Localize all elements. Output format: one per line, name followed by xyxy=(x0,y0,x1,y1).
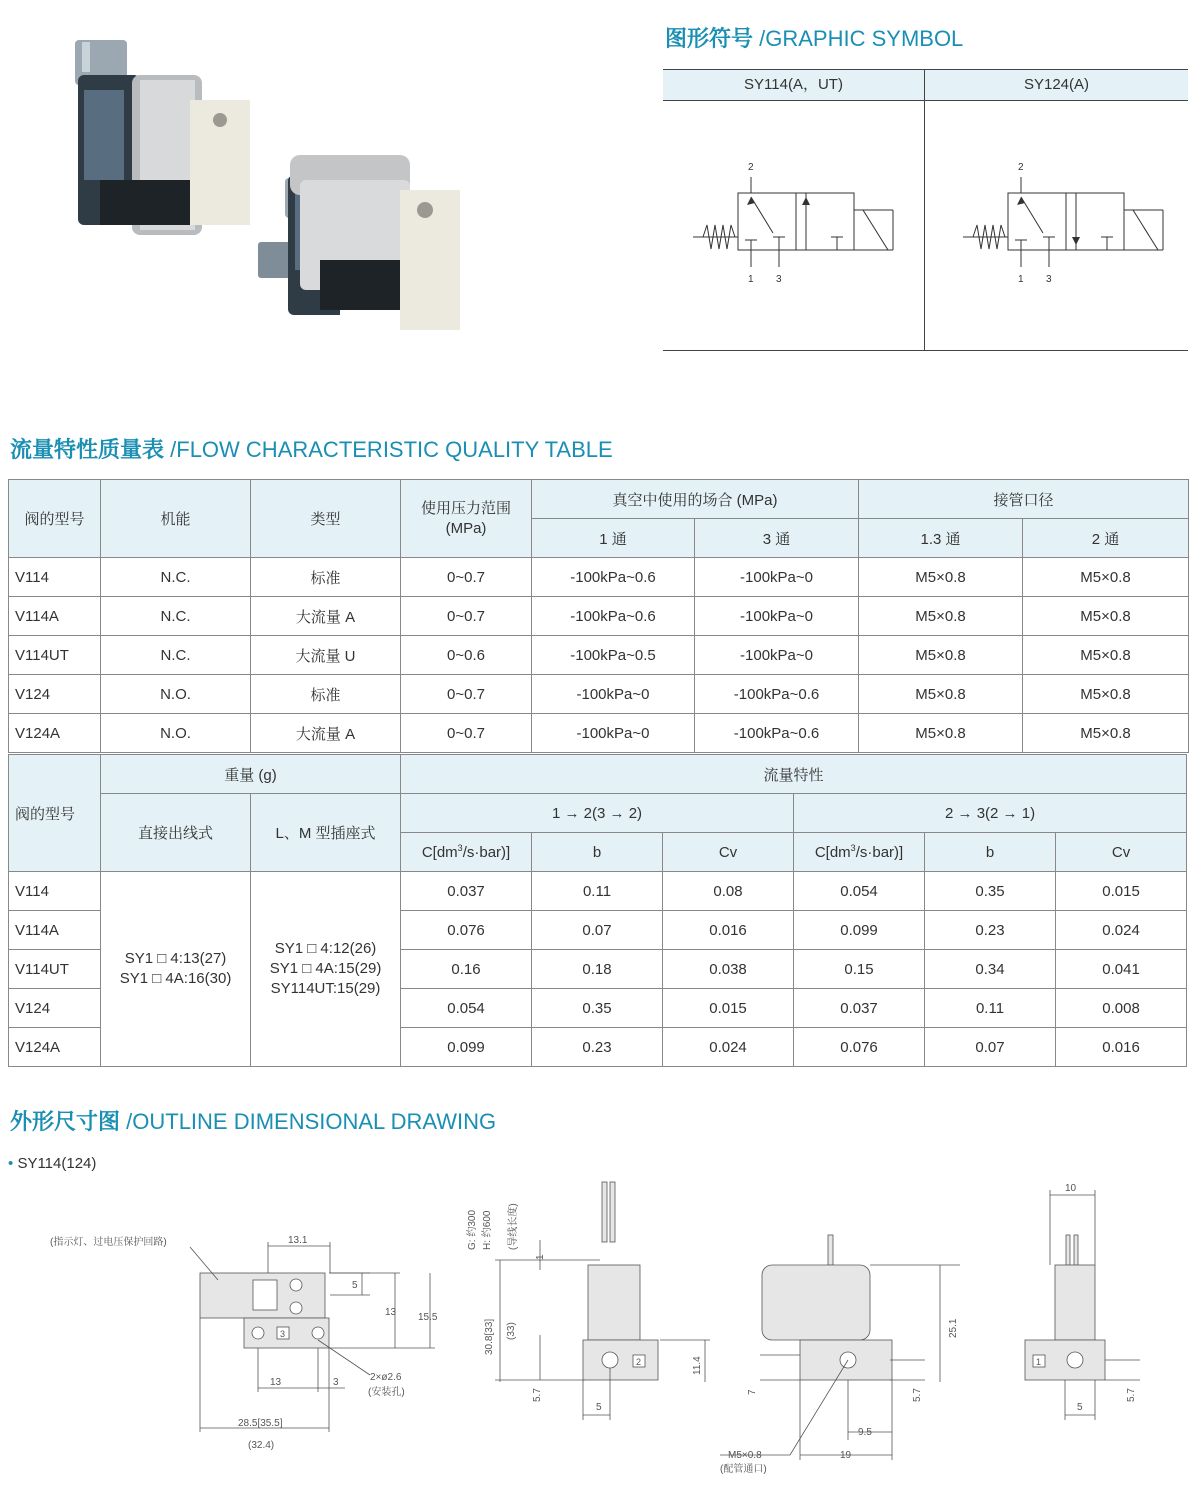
table-cell-pressure: 0~0.7 xyxy=(401,714,532,753)
table-cell-c2: 0.037 xyxy=(794,989,925,1028)
table-cell-function: N.O. xyxy=(101,714,251,753)
table-cell-model: V114A xyxy=(9,597,101,636)
table-cell-p2: M5×0.8 xyxy=(1023,636,1189,675)
view2-dim-30-8: 30.8[33] xyxy=(484,1318,495,1355)
view2-dim-5: 5 xyxy=(596,1402,602,1413)
table-cell-p13: M5×0.8 xyxy=(859,636,1023,675)
graphic-symbol-table xyxy=(663,69,1188,351)
table-cell-pressure: 0~0.7 xyxy=(401,558,532,597)
head2-c-b-pre: C[dm xyxy=(814,844,851,861)
outline-view-right xyxy=(1025,1190,1140,1420)
view3-dim-7: 7 xyxy=(747,1389,758,1395)
head2-weight-socket: L、M 型插座式 xyxy=(251,794,401,872)
outline-title-en: /OUTLINE DIMENSIONAL DRAWING xyxy=(126,1109,497,1134)
head2-weight-direct: 直接出线式 xyxy=(101,794,251,872)
table-cell-vac3: -100kPa~0 xyxy=(695,636,859,675)
table-cell-cv1: 0.038 xyxy=(663,950,794,989)
table-cell-pressure: 0~0.7 xyxy=(401,675,532,714)
table-cell-pressure: 0~0.6 xyxy=(401,636,532,675)
table-cell-function: N.C. xyxy=(101,636,251,675)
symbol-nc-port1: 1 xyxy=(748,274,754,285)
valve-symbol-nc xyxy=(693,145,903,295)
weight-socket-value: SY1 □ 4A:15(29) xyxy=(269,960,382,977)
table-cell-p2: M5×0.8 xyxy=(1023,597,1189,636)
table-cell-c1: 0.076 xyxy=(401,911,532,950)
table-cell-c2: 0.076 xyxy=(794,1028,925,1067)
view3-dim-9-5: 9.5 xyxy=(858,1427,872,1438)
view3-dim-5-7: 5.7 xyxy=(912,1388,923,1402)
table-cell-p13: M5×0.8 xyxy=(859,714,1023,753)
table-cell-b2: 0.34 xyxy=(925,950,1056,989)
valve-symbol-no xyxy=(963,145,1173,295)
table-cell-model: V124A xyxy=(9,714,101,753)
head2-cv-a: Cv xyxy=(663,833,794,872)
head2-model: 阀的型号 xyxy=(9,755,101,872)
table-cell-p13: M5×0.8 xyxy=(859,597,1023,636)
flow-table-part1 xyxy=(8,479,1189,753)
table-cell-b2: 0.23 xyxy=(925,911,1056,950)
bullet-icon: • xyxy=(8,1155,14,1172)
head-function: 机能 xyxy=(101,480,251,558)
table-cell-p13: M5×0.8 xyxy=(859,675,1023,714)
graphic-symbol-title-cn: 图形符号 xyxy=(665,26,754,51)
view1-dim-width: 28.5[35.5] xyxy=(238,1418,283,1429)
table-cell-c1: 0.037 xyxy=(401,872,532,911)
outline-drawings xyxy=(0,1170,1200,1490)
head-vacuum-3: 3 通 xyxy=(695,519,859,558)
head2-b-b: b xyxy=(925,833,1056,872)
view2-dim-11-4: 11.4 xyxy=(692,1356,703,1375)
head2-c-a xyxy=(401,833,532,872)
symbol-no-port2: 2 xyxy=(1018,162,1024,173)
table-cell-vac3: -100kPa~0 xyxy=(695,558,859,597)
head-pressure-unit: (MPa) xyxy=(445,519,487,537)
flow-table-title xyxy=(10,433,613,464)
table-cell-vac3: -100kPa~0 xyxy=(695,597,859,636)
view3-port-note: (配管通口) xyxy=(720,1464,767,1475)
flow-table-part1-body xyxy=(9,558,1189,753)
head2-c-b-sup: 3 xyxy=(850,843,856,853)
table-cell-p13: M5×0.8 xyxy=(859,558,1023,597)
view2-dim-5-7: 5.7 xyxy=(532,1388,543,1402)
table-cell-p2: M5×0.8 xyxy=(1023,714,1189,753)
head-pressure-label: 使用压力范围 xyxy=(420,499,511,517)
table-cell-b1: 0.23 xyxy=(532,1028,663,1067)
weight-direct-value: SY1 □ 4A:16(30) xyxy=(119,970,232,987)
table-cell-cv2: 0.024 xyxy=(1056,911,1187,950)
table-cell-p2: M5×0.8 xyxy=(1023,675,1189,714)
head2-c-a-post: /s·bar)] xyxy=(462,844,511,861)
view2-lead-h: H: 约600 xyxy=(482,1210,493,1250)
outline-title xyxy=(10,1105,496,1136)
head2-c-a-sup: 3 xyxy=(457,843,463,853)
table-cell-b2: 0.11 xyxy=(925,989,1056,1028)
view1-holes: 2×ø2.6 xyxy=(370,1372,402,1383)
head-vacuum-1: 1 通 xyxy=(532,519,695,558)
outline-view-top xyxy=(190,1242,435,1432)
table-cell-cv2: 0.015 xyxy=(1056,872,1187,911)
head-port: 接管口径 xyxy=(859,480,1189,519)
graphic-symbol-title-en: /GRAPHIC SYMBOL xyxy=(759,26,964,51)
flow-table-part2-body xyxy=(9,872,1200,1067)
table-cell-cv1: 0.024 xyxy=(663,1028,794,1067)
valve-image-right-body xyxy=(240,150,470,340)
table-row xyxy=(9,872,1200,911)
table-row xyxy=(9,675,1189,714)
table-cell-model: V114UT xyxy=(9,950,101,989)
head2-c-a-pre: C[dm xyxy=(421,844,458,861)
weight-direct-value: SY1 □ 4:13(27) xyxy=(124,950,227,967)
view2-dim-1: 1 xyxy=(535,1254,546,1260)
view1-dim-width2: (32.4) xyxy=(248,1440,275,1451)
table-row xyxy=(9,558,1189,597)
view4-dim-5: 5 xyxy=(1077,1402,1083,1413)
table-cell-cv2: 0.041 xyxy=(1056,950,1187,989)
table-cell-pressure: 0~0.7 xyxy=(401,597,532,636)
table-cell-b2: 0.35 xyxy=(925,872,1056,911)
table-row xyxy=(9,597,1189,636)
table-cell-cv2: 0.008 xyxy=(1056,989,1187,1028)
view4-dim-10: 10 xyxy=(1065,1183,1077,1194)
table-cell-vac1: -100kPa~0 xyxy=(532,675,695,714)
table-cell-model: V114 xyxy=(9,872,101,911)
head2-flow: 流量特性 xyxy=(401,755,1187,794)
view1-dim-13v: 13 xyxy=(385,1307,397,1318)
view2-lead-g: G: 约300 xyxy=(467,1209,478,1250)
table-cell-vac1: -100kPa~0.5 xyxy=(532,636,695,675)
flow-table-part2 xyxy=(8,754,1200,1067)
table-cell-cv2: 0.016 xyxy=(1056,1028,1187,1067)
view1-dim-5: 5 xyxy=(352,1280,358,1291)
table-row xyxy=(9,636,1189,675)
view1-dim-13h: 13 xyxy=(270,1377,282,1388)
view3-dim-19: 19 xyxy=(840,1450,852,1461)
table-cell-vac1: -100kPa~0 xyxy=(532,714,695,753)
table-cell-vac3: -100kPa~0.6 xyxy=(695,675,859,714)
table-cell-p2: M5×0.8 xyxy=(1023,558,1189,597)
graphic-symbol-col-sy114: SY114(A，UT) xyxy=(744,76,843,93)
table-cell-cv1: 0.015 xyxy=(663,989,794,1028)
view1-port-mark: 3 xyxy=(280,1329,286,1339)
table-cell-b1: 0.07 xyxy=(532,911,663,950)
table-cell-b1: 0.11 xyxy=(532,872,663,911)
table-cell-c1: 0.054 xyxy=(401,989,532,1028)
head-port-13: 1.3 通 xyxy=(859,519,1023,558)
view4-port-mark: 1 xyxy=(1036,1357,1042,1367)
head-type: 类型 xyxy=(251,480,401,558)
weight-direct-cell xyxy=(101,872,251,1067)
view1-dim-15-5: 15.5 xyxy=(418,1312,438,1323)
symbol-no-port3: 3 xyxy=(1046,274,1052,285)
table-cell-model: V114UT xyxy=(9,636,101,675)
weight-socket-value: SY1 □ 4:12(26) xyxy=(274,940,377,957)
head-port-2: 2 通 xyxy=(1023,519,1189,558)
head-model: 阀的型号 xyxy=(9,480,101,558)
table-cell-c2: 0.054 xyxy=(794,872,925,911)
head-vacuum: 真空中使用的场合 (MPa) xyxy=(532,480,859,519)
table-cell-model: V124 xyxy=(9,989,101,1028)
view3-port-size: M5×0.8 xyxy=(728,1450,762,1461)
head2-c-b-post: /s·bar)] xyxy=(855,844,904,861)
table-cell-model: V114A xyxy=(9,911,101,950)
head2-flow-a: 1 → 2(3 → 2) xyxy=(401,794,794,833)
view4-dim-5-7: 5.7 xyxy=(1126,1388,1137,1402)
table-cell-b2: 0.07 xyxy=(925,1028,1056,1067)
table-cell-c2: 0.15 xyxy=(794,950,925,989)
table-cell-cv1: 0.08 xyxy=(663,872,794,911)
weight-socket-cell xyxy=(251,872,401,1067)
head2-flow-b: 2 → 3(2 → 1) xyxy=(794,794,1187,833)
view1-holes-note: (安装孔) xyxy=(368,1387,405,1398)
table-cell-vac3: -100kPa~0.6 xyxy=(695,714,859,753)
head2-c-b xyxy=(794,833,925,872)
table-cell-model: V124A xyxy=(9,1028,101,1067)
table-cell-c2: 0.099 xyxy=(794,911,925,950)
head-pressure xyxy=(401,480,532,558)
table-cell-type: 大流量 A xyxy=(251,597,401,636)
view1-note: (指示灯、过电压保护回路) xyxy=(50,1237,167,1248)
symbol-nc-port2: 2 xyxy=(748,162,754,173)
table-cell-cv1: 0.016 xyxy=(663,911,794,950)
valve-image-left xyxy=(75,40,250,235)
table-cell-type: 标准 xyxy=(251,675,401,714)
table-cell-vac1: -100kPa~0.6 xyxy=(532,558,695,597)
table-cell-b1: 0.35 xyxy=(532,989,663,1028)
table-cell-b1: 0.18 xyxy=(532,950,663,989)
flow-table-title-en: /FLOW CHARACTERISTIC QUALITY TABLE xyxy=(170,437,613,462)
table-cell-type: 标准 xyxy=(251,558,401,597)
symbol-nc-port3: 3 xyxy=(776,274,782,285)
graphic-symbol-col-sy124: SY124(A) xyxy=(1023,76,1090,93)
table-cell-function: N.C. xyxy=(101,597,251,636)
view2-dim-33: (33) xyxy=(506,1322,517,1340)
view1-dim-top: 13.1 xyxy=(288,1235,308,1246)
table-cell-c1: 0.099 xyxy=(401,1028,532,1067)
table-cell-model: V114 xyxy=(9,558,101,597)
weight-socket-value: SY114UT:15(29) xyxy=(270,980,381,997)
table-cell-type: 大流量 A xyxy=(251,714,401,753)
symbol-no-port1: 1 xyxy=(1018,274,1024,285)
table-cell-vac1: -100kPa~0.6 xyxy=(532,597,695,636)
graphic-symbol-divider xyxy=(924,70,925,350)
head2-weight: 重量 (g) xyxy=(101,755,401,794)
view3-dim-25-1: 25.1 xyxy=(948,1318,959,1338)
graphic-symbol-title xyxy=(665,22,963,53)
model-label: SY114(124) xyxy=(17,1155,97,1172)
graphic-symbol-header xyxy=(663,70,1188,101)
head2-cv-b: Cv xyxy=(1056,833,1187,872)
table-cell-function: N.O. xyxy=(101,675,251,714)
outline-view-side xyxy=(720,1235,960,1460)
flow-table-title-cn: 流量特性质量表 xyxy=(10,437,165,462)
outline-title-cn: 外形尺寸图 xyxy=(10,1109,121,1134)
table-cell-function: N.C. xyxy=(101,558,251,597)
view1-dim-3: 3 xyxy=(333,1377,339,1388)
table-cell-type: 大流量 U xyxy=(251,636,401,675)
head2-b-a: b xyxy=(532,833,663,872)
table-row xyxy=(9,714,1189,753)
table-cell-model: V124 xyxy=(9,675,101,714)
outline-view-front xyxy=(495,1182,710,1420)
view2-port-mark: 2 xyxy=(636,1357,642,1367)
table-cell-c1: 0.16 xyxy=(401,950,532,989)
view2-lead-note: (导线长度) xyxy=(508,1203,519,1250)
